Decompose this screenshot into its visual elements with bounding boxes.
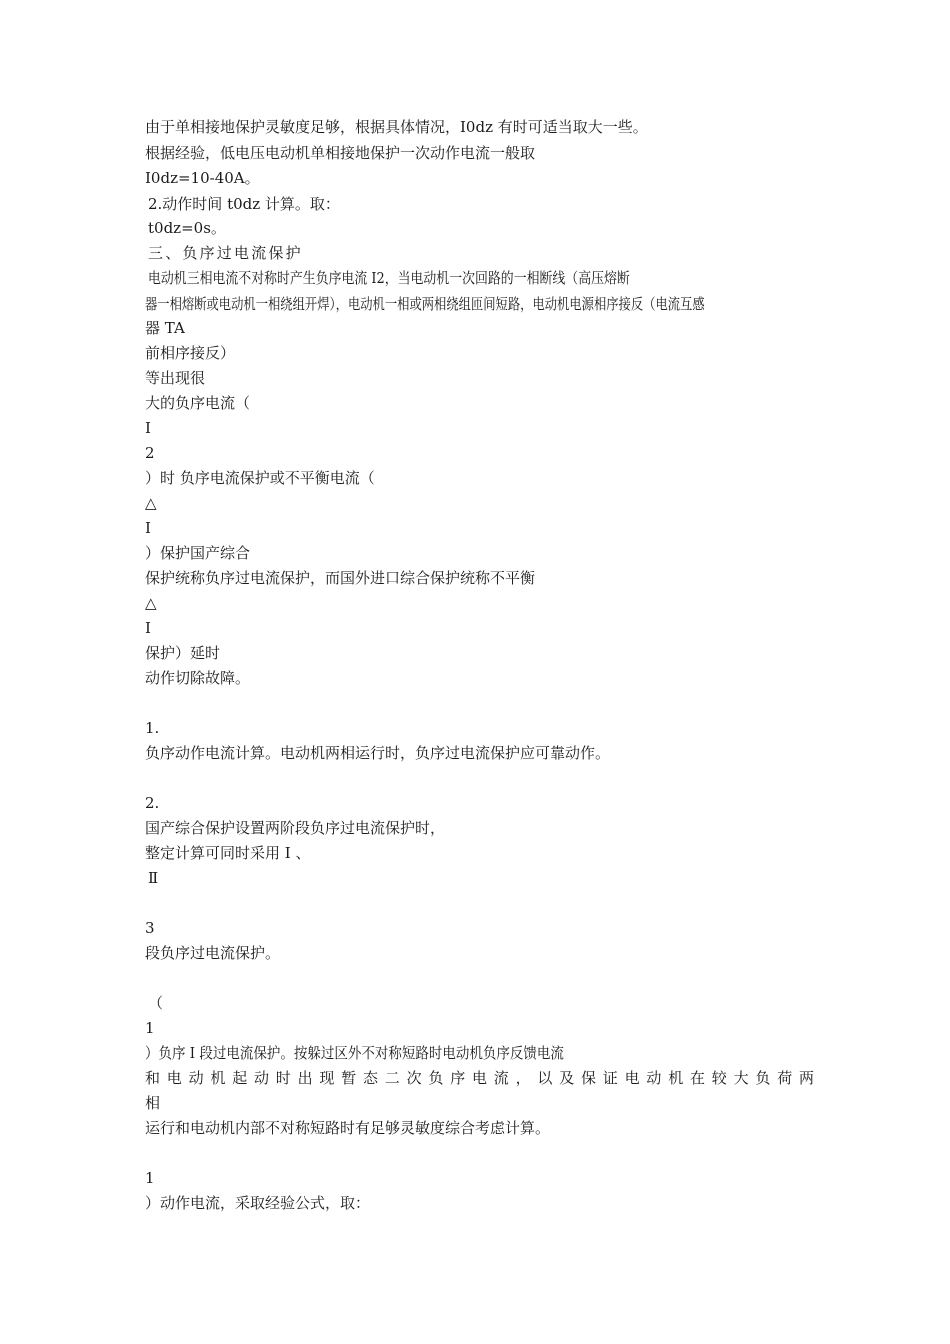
text-line: （ [148, 994, 164, 1012]
text-line: 动作切除故障。 [145, 669, 251, 687]
text-line: 等出现很 [145, 369, 206, 387]
delta-symbol: △ [145, 594, 157, 612]
text-line: 2 [145, 444, 155, 462]
text-line: 段负序过电流保护。 [145, 944, 281, 962]
text-line: 大的负序电流（ [145, 394, 251, 412]
text-line: 1 [145, 1169, 155, 1187]
text-line: 整定计算可同时采用 I 、 [145, 844, 311, 862]
text-line: 相 [145, 1094, 161, 1112]
roman-numeral: Ⅱ [148, 869, 159, 887]
section-heading: 三、负序过电流保护 [148, 244, 303, 262]
text-line: 保护统称负序过电流保护，而国外进口综合保护统称不平衡 [145, 569, 536, 587]
text-line: 保护）延时 [145, 644, 221, 662]
text-line: 1 [145, 1019, 155, 1037]
text-line: 根据经验，低电压电动机单相接地保护一次动作电流一般取 [145, 144, 536, 162]
text-line: 由于单相接地保护灵敏度足够，根据具体情况，I0dz 有时可适当取大一些。 [145, 118, 648, 136]
text-line: 器 TA [145, 319, 185, 337]
text-line: ）动作电流，采取经验公式，取： [145, 1194, 371, 1212]
text-line-content: 器一相熔断或电动机一相绕组开焊），电动机一相或两相绕组匝间短路，电动机电源相序接反（电流互感 [145, 295, 705, 313]
list-number: 1. [145, 719, 160, 737]
text-line: 和电动机起动时出现暂态二次负序电流，以及保证电动机在较大负荷两 [145, 1069, 821, 1087]
text-line: t0dz=0s。 [148, 219, 226, 237]
text-line: 前相序接反） [145, 344, 236, 362]
text-line: ）保护国产综合 [145, 544, 251, 562]
text-line: 国产综合保护设置两阶段负序过电流保护时， [145, 819, 446, 837]
text-line [145, 1043, 610, 1063]
text-line: 负序动作电流计算。电动机两相运行时，负序过电流保护应可靠动作。 [145, 744, 611, 762]
text-line: 2.动作时间 t0dz 计算。取： [148, 195, 340, 213]
text-line [148, 268, 708, 288]
text-line [145, 294, 828, 314]
text-line: I [145, 619, 151, 637]
text-line: 运行和电动机内部不对称短路时有足够灵敏度综合考虑计算。 [145, 1119, 551, 1137]
text-line: ）时 负序电流保护或不平衡电流（ [145, 469, 375, 487]
delta-symbol: △ [145, 494, 157, 512]
text-line-content: ）负序 I 段过电流保护。按躲过区外不对称短路时电动机负序反馈电流 [145, 1044, 564, 1062]
text-line: I [145, 519, 151, 537]
text-line: I [145, 419, 151, 437]
list-number: 2. [145, 794, 160, 812]
text-line: I0dz=10-40A。 [145, 169, 260, 187]
text-line-content: 电动机三相电流不对称时产生负序电流 I2，当电动机一次回路的一相断线（高压熔断 [148, 269, 630, 287]
text-line: 3 [145, 919, 155, 937]
